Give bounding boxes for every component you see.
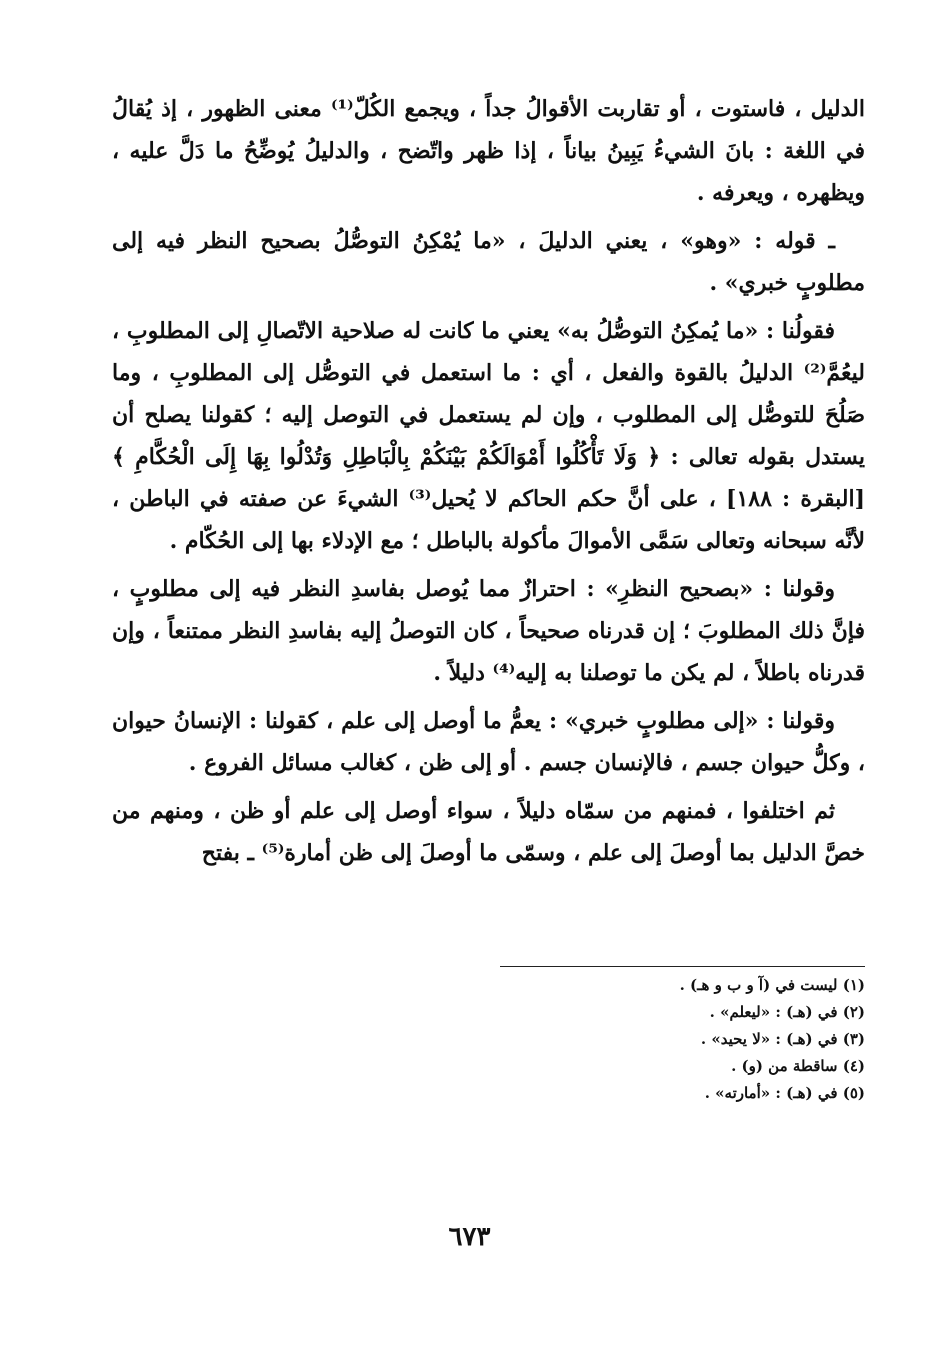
paragraph-1: الدليل ، فاستوت ، أو تقاربت الأقوالُ جداً ، ويجمع الكُلّ⁽¹⁾ معنى الظهور ، إذ يُقالُ في اللغة : بانَ الشيءُ يَبِينُ بياناً ، إذا ظهر واتّضح ، والدليلُ يُوضِّحُ ما دَلَّ عليه ، ويظهره ، ويعرفه .	[112, 96, 866, 206]
footnotes	[430, 972, 865, 1107]
footnote-4: (٤) ساقطة من (و) .	[731, 1057, 865, 1075]
main-text	[112, 88, 865, 880]
page-number: ٦٧٣	[448, 1222, 491, 1252]
paragraph-4: وقولنا : «بصحيح النظرِ» : احترازٌ مما يُوصل بفاسدِ النظر فيه إلى مطلوبٍ ، فإنَّ ذلك المطلوبَ ؛ إن قدرناه صحيحاً ، كان التوصلُ إليه بفاسدِ النظر ممتنعاً ، وإن قدرناه باطلاً ، لم يكن ما توصلنا به إليه⁽⁴⁾ دليلاً .	[112, 576, 865, 686]
paragraph-6: ثم اختلفوا ، فمنهم من سمّاه دليلاً ، سواء أوصل إلى علم أو ظن ، ومنهم من خصَّ الدليل بما أوصلَ إلى علم ، وسمّى ما أوصلَ إلى ظن أمارة⁽⁵⁾ ـ بفتح	[112, 798, 865, 866]
footnote-2: (٢) في (هـ) : «ليعلم» .	[709, 1003, 865, 1021]
paragraph-5: وقولنا : «إلى مطلوبٍ خبري» : يعمُّ ما أوصل إلى علم ، كقولنا : الإنسانُ حيوان ، وكلُّ حيوان جسم ، فالإنسان جسم . أو إلى ظن ، كغالب مسائل الفروع .	[112, 708, 865, 776]
footnote-1: (١) ليست في (آ و ب و هـ) .	[679, 976, 865, 994]
paragraph-3: فقولُنا : «ما يُمكِنُ التوصُّلُ به» يعني ما كانت له صلاحية الاتّصالِ إلى المطلوبِ ، ليعُمَّ⁽²⁾ الدليلُ بالقوة والفعل ، أي : ما استعمل في التوصُّل إلى المطلوبِ ، وما صَلُحَ للتوصُّل إلى المطلوب ، وإن لم يستعمل في التوصل إليه ؛ كقولنا يصلح أن يستدل بقوله تعالى : ﴿ وَلَا تَأْكُلُوا أَمْوَالَكُمْ بَيْنَكُمْ بِالْبَاطِلِ وَتُدْلُوا بِهَا إِلَى الْحُكَّامِ ﴾ [البقرة : ١٨٨] ، على أنَّ حكم الحاكم لا يُحيل⁽³⁾ الشيءَ عن صفته في الباطن ، لأنَّه سبحانه وتعالى سَمَّى الأموالَ مأكولة بالباطل ؛ مع الإدلاء بها إلى الحُكّام .	[112, 318, 865, 554]
paragraph-2: ـ قوله : «وهو» ، يعني الدليلَ ، «ما يُمْكِنُ التوصُّلُ بصحيح النظر فيه إلى مطلوبٍ خبري» .	[112, 228, 865, 296]
footnote-5: (٥) في (هـ) : «أمارته» .	[704, 1084, 865, 1102]
footnote-3: (٣) في (هـ) : «لا يحيد» .	[700, 1030, 865, 1048]
footnote-divider	[500, 966, 865, 967]
